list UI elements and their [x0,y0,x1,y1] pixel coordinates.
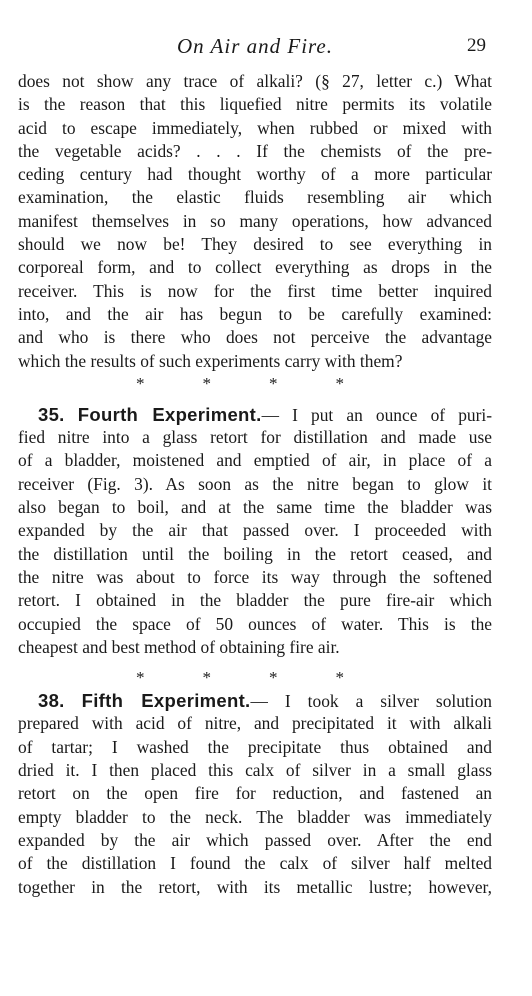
text-line: of tartar; I washed the precipitate thus obtained and [18,736,492,757]
text-line: is the reason that this liquefied nitre permits its volatile [18,94,492,115]
section-number: 35. [38,403,65,425]
separator-star: * [335,668,344,688]
separator-star: * [202,373,211,393]
text-line: expanded by the air that passed over. I proceeded with [18,520,492,541]
text-line: retort on the open fire for reduction, and fastened an [18,783,492,804]
section-title: Fifth Experiment. [81,690,251,712]
text-line: empty bladder to the neck. The bladder was immediately [18,806,492,827]
text-line: receiver (Fig. 3). As soon as the nitre began to glow it [18,473,492,494]
section-heading-line [18,689,492,712]
section-first-line-text: — I took a silver solution [250,691,492,712]
text-line: ceding century had thought worthy of a more particular [18,164,492,185]
book-page [18,34,492,899]
paragraph-continuation [18,70,492,373]
text-line: expanded by the air which passed over. After the end [18,829,492,850]
text-line: into, and the air has begun to be carefully examined: [18,303,492,324]
separator-star: * [136,373,145,393]
text-line: dried it. I then placed this calx of silver in a small glass [18,760,492,781]
text-line: of a bladder, moistened and emptied of air, in place of a [18,450,492,471]
text-line: of the distillation I found the calx of silver half melted [18,853,492,874]
text-line: receiver. This is now for the first time better inquired [18,280,492,301]
separator-star: * [335,373,344,393]
text-line: does not show any trace of alkali? (§ 27, letter c.) What [18,71,492,91]
running-title: On Air and Fire. [177,34,333,58]
text-line: also began to boil, and at the same time the bladder was [18,497,492,518]
text-line: fied nitre into a glass retort for distillation and made use [18,427,492,448]
text-line: acid to escape immediately, when rubbed or mixed with [18,117,492,138]
text-line: which the results of such experiments carry with them? [18,350,403,371]
section-35 [18,403,492,659]
section-title: Fourth Experiment. [77,403,262,425]
text-line: corporeal form, and to collect everything as drops in the [18,257,492,278]
section-first-line-text: — I put an ounce of puri- [261,404,492,425]
section-separator [18,667,492,689]
separator-star: * [269,373,278,393]
separator-star: * [136,668,145,688]
text-line: prepared with acid of nitre, and precipitated it with alkali [18,713,492,734]
separator-star: * [269,668,278,688]
text-line: should we now be! They desired to see everything in [18,234,492,255]
text-line: the nitre was about to force its way through the softened [18,566,492,587]
text-line: retort. I obtained in the bladder the pure fire-air which [18,590,492,611]
page-header [18,34,492,64]
text-line: together in the retort, with its metallic lustre; however, [18,876,492,897]
page-number: 29 [467,35,486,56]
text-line: and who is there who does not perceive the advantage [18,327,492,348]
text-line: the distillation until the boiling in the retort ceased, and [18,543,492,564]
text-line: the vegetable acids? . . . If the chemists of the pre- [18,140,492,161]
text-line: manifest themselves in so many operations, how advanced [18,210,492,231]
separator-star: * [202,668,211,688]
section-38 [18,689,492,899]
text-line: examination, the elastic fluids resembling air which [18,187,492,208]
text-line: cheapest and best method of obtaining fire air. [18,636,340,657]
section-separator [18,373,492,395]
text-line: occupied the space of 50 ounces of water. This is the [18,613,492,634]
section-heading-line [18,403,492,426]
section-number: 38. [38,690,65,712]
